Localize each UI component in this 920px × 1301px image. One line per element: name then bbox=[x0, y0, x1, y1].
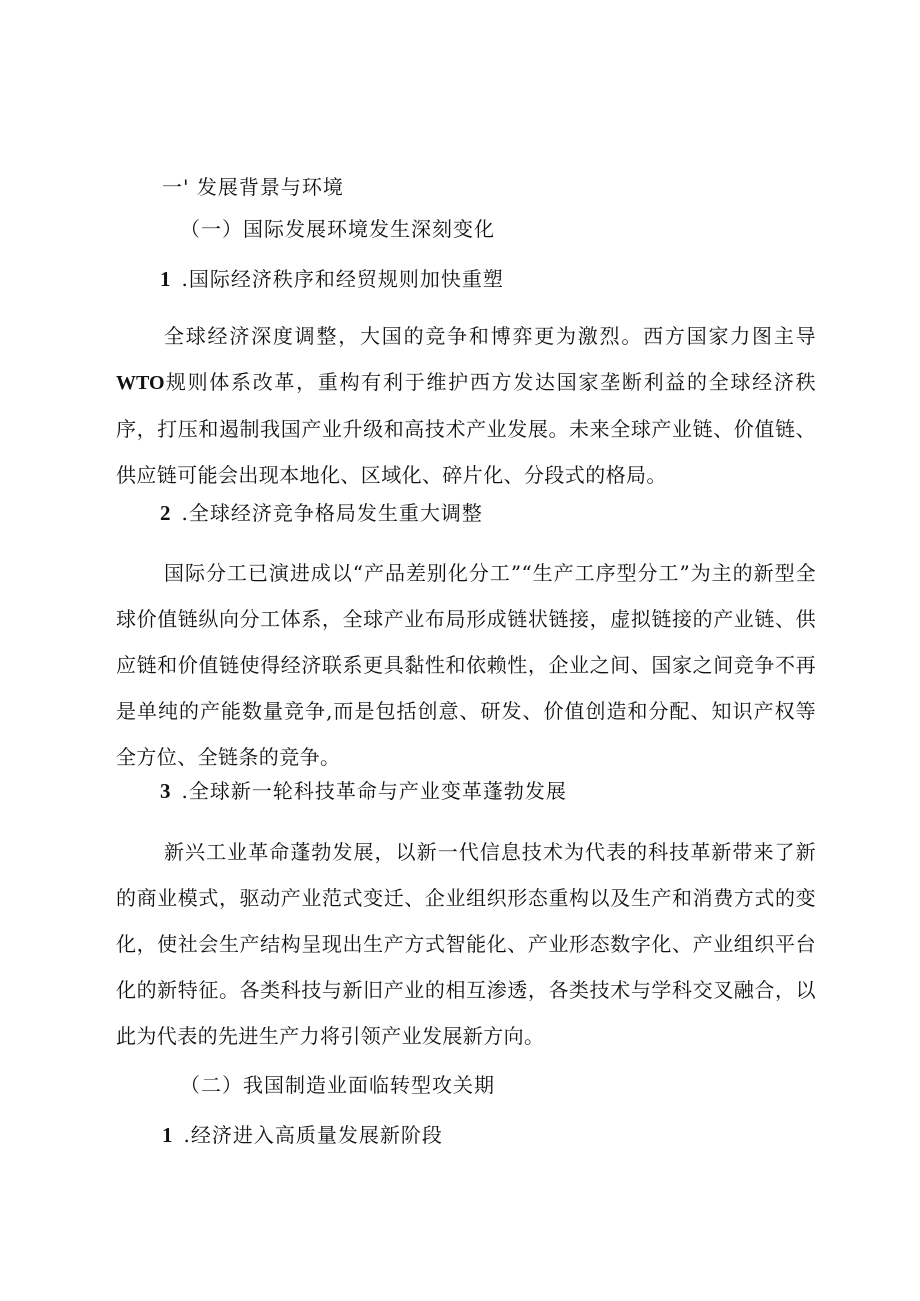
subsection-title: .全球新一轮科技革命与产业变革蓬勃发展 bbox=[181, 779, 567, 803]
subsection-title: .经济进入高质量发展新阶段 bbox=[183, 1123, 443, 1147]
section-1-title: （一）国际发展环境发生深刻变化 bbox=[180, 217, 495, 241]
subsection-number: 1 bbox=[162, 1123, 174, 1147]
paragraph-1-2: 国际分工已演进成以“产品差别化分工”“生产工序型分工”为主的新型全球价值链纵向分工体系，全球产业布局形成链状链接，虚拟链接的产业链、供应链和价值链使得经济联系更具黏性和依赖性，企业之间、国家之间竞争不再是单纯的产能数量竞争,而是包括创意、研发、价值创造和分配、知识产权等全方位、全链条的竞争。 bbox=[116, 561, 816, 769]
paragraph-1-3: 新兴工业革命蓬勃发展，以新一代信息技术为代表的科技革新带来了新的商业模式，驱动产业范式变迁、企业组织形态重构以及生产和消费方式的变化，使社会生产结构呈现出生产方式智能化、产业形态数字化、产业组织平台化的新特征。各类科技与新旧产业的相互渗透，各类技术与学科交叉融合，以此为代表的先进生产力将引领产业发展新方向。 bbox=[116, 840, 816, 1048]
subsection-number: 1 bbox=[160, 267, 172, 291]
subsection-1-3-heading bbox=[160, 777, 567, 805]
paragraph-text-start: 全球经济深度调整，大国的竞争和博弈更为激烈。西方国家力图主导 bbox=[164, 324, 816, 348]
subsection-title: .国际经济秩序和经贸规则加快重塑 bbox=[181, 267, 504, 291]
section-2-title: （二）我国制造业面临转型攻关期 bbox=[180, 1073, 495, 1097]
paragraph-text-rest: 规则体系改革，重构有利于维护西方发达国家垄断利益的全球经济秩序，打压和遏制我国产业升级和高技术产业发展。未来全球产业链、价值链、供应链可能会出现本地化、区域化、碎片化、分段式的格局。 bbox=[116, 370, 816, 487]
subsection-1-2-heading bbox=[160, 499, 483, 527]
paragraph-1-1 bbox=[116, 313, 816, 498]
subsection-2-1-heading bbox=[162, 1121, 443, 1149]
subsection-number: 2 bbox=[160, 501, 172, 525]
heading-level-1: 一' 发展背景与环境 bbox=[162, 175, 344, 199]
subsection-number: 3 bbox=[160, 779, 172, 803]
subsection-title: .全球经济竞争格局发生重大调整 bbox=[181, 501, 483, 525]
wto-term: WTO bbox=[116, 372, 165, 394]
subsection-1-1-heading bbox=[160, 265, 504, 293]
